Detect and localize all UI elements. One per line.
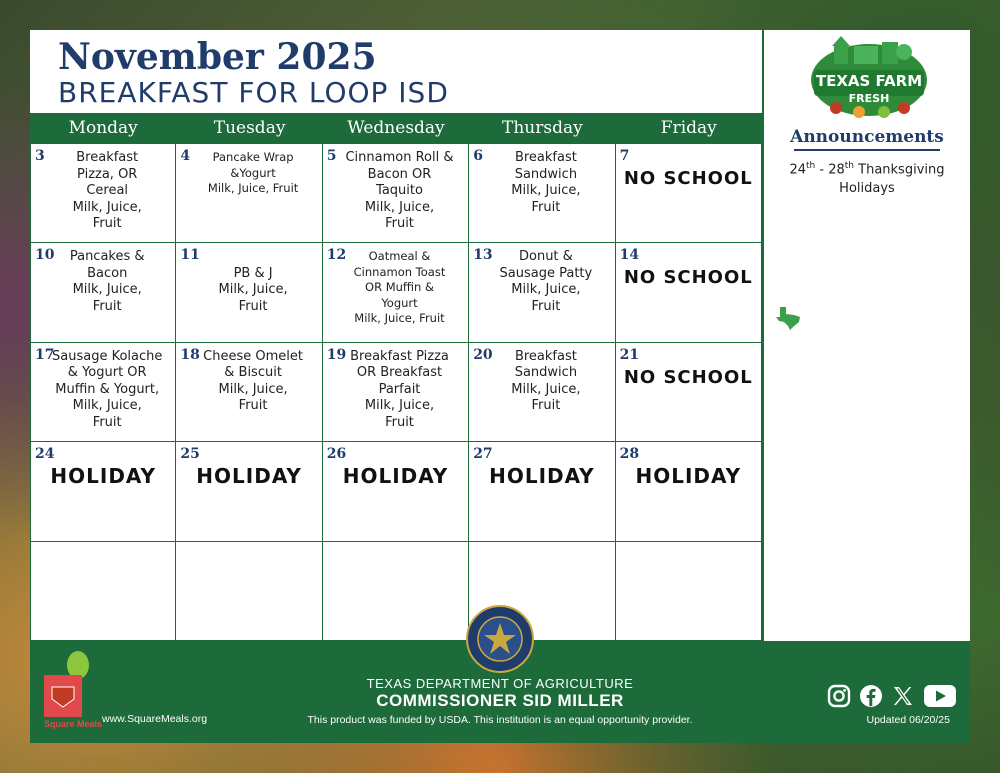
calendar-day-cell [30, 343, 176, 442]
day-number: 26 [326, 446, 347, 463]
calendar-day-cell [176, 442, 322, 541]
holiday-label: HOLIDAY [50, 464, 156, 489]
month-title: November 2025 [58, 36, 377, 78]
announcements-title: Announcements [790, 127, 944, 147]
holiday-label: HOLIDAY [635, 464, 742, 489]
announcement-text: Thanksgiving Holidays [839, 162, 945, 197]
calendar-day-cell [616, 542, 762, 641]
holiday-label: HOLIDAY [489, 464, 595, 489]
day-number: 27 [473, 446, 493, 463]
holiday-label: HOLIDAY [196, 464, 302, 489]
announcements-panel [762, 30, 970, 641]
announcement-date-from: 24 [789, 162, 807, 178]
agency-name: TEXAS DEPARTMENT OF AGRICULTURE [366, 676, 634, 691]
no-school-label: NO SCHOOL [623, 366, 753, 388]
calendar-day-cell [176, 542, 322, 641]
day-number: 4 [180, 148, 191, 164]
youtube-icon[interactable] [923, 684, 957, 712]
day-number: 10 [35, 247, 55, 264]
no-school-label: NO SCHOOL [623, 168, 753, 189]
menu-calendar-sheet [30, 30, 970, 743]
calendar [30, 30, 762, 641]
square-meals-wordmark: Square Meals [44, 719, 103, 729]
calendar-day-cell [469, 343, 615, 442]
logo-text-texas-farm: TEXAS FARM [815, 72, 923, 90]
calendar-day-cell [176, 144, 322, 243]
menu-item: Oatmeal & Cinnamon Toast OR Muffin & Yogurt Milk, Juice, Fruit [353, 249, 446, 326]
texas-state-icon [774, 305, 802, 331]
menu-item: Cinnamon Roll & Bacon OR Taquito Milk, Juice, Fruit [345, 150, 454, 231]
day-number: 19 [326, 346, 347, 363]
weekday-wednesday: Wednesday [347, 118, 445, 138]
calendar-day-cell [323, 343, 469, 442]
day-number: 3 [35, 148, 45, 164]
day-number: 18 [180, 346, 200, 363]
menu-item: Breakfast Sandwich Milk, Juice, Fruit [511, 348, 581, 414]
calendar-day-cell [30, 542, 176, 641]
announcement-dash: - [815, 162, 829, 178]
no-school-label: NO SCHOOL [623, 267, 753, 289]
day-number: 21 [619, 346, 640, 363]
menu-item: Donut & Sausage Patty Milk, Juice, Fruit [499, 249, 593, 314]
weekday-thursday: Thursday [502, 118, 583, 138]
menu-item: Pancake Wrap &Yogurt Milk, Juice, Fruit [207, 150, 299, 195]
calendar-day-cell [30, 442, 176, 541]
calendar-day-cell [30, 243, 176, 342]
announcement-thanksgiving [772, 157, 962, 198]
footer [30, 641, 970, 743]
calendar-day-cell [323, 442, 469, 541]
day-number: 11 [180, 247, 200, 264]
day-number: 7 [619, 148, 630, 164]
day-number: 28 [619, 446, 640, 463]
menu-item: Sausage Kolache & Yogurt OR Muffin & Yogurt, Milk, Juice, Fruit [52, 348, 163, 430]
calendar-day-cell [30, 144, 176, 243]
menu-item: Breakfast Pizza OR Breakfast Parfait Milk, Juice, Fruit [350, 348, 449, 430]
calendar-grid [30, 143, 762, 641]
menu-item: Cheese Omelet & Biscuit Milk, Juice, Fruit [203, 348, 303, 414]
calendar-day-cell [323, 542, 469, 641]
x-icon[interactable] [891, 684, 915, 712]
day-number: 6 [473, 148, 483, 164]
calendar-subtitle: BREAKFAST FOR LOOP ISD [58, 76, 449, 109]
texas-farm-fresh-logo [804, 36, 934, 120]
day-number: 12 [326, 247, 347, 264]
calendar-day-cell [616, 243, 762, 342]
square-meals-link[interactable]: www.SquareMeals.org [102, 713, 208, 725]
day-number: 24 [35, 446, 55, 463]
calendar-day-cell [616, 442, 762, 541]
weekday-tuesday: Tuesday [213, 118, 286, 138]
announcements-divider [794, 149, 940, 151]
tda-seal [466, 605, 534, 673]
day-number: 13 [473, 247, 493, 264]
day-number: 5 [326, 148, 337, 164]
usda-disclaimer: This product was funded by USDA. This institution is an equal opportunity provider. [307, 714, 693, 726]
calendar-day-cell [469, 144, 615, 243]
day-number: 25 [180, 446, 200, 463]
calendar-day-cell [616, 343, 762, 442]
ordinal-suffix: th [844, 161, 855, 171]
day-number: 17 [35, 346, 55, 363]
commissioner-name: COMMISSIONER SID MILLER [376, 691, 624, 710]
menu-item: Breakfast Pizza, OR Cereal Milk, Juice, Fruit [72, 150, 142, 231]
day-number: 14 [619, 247, 640, 264]
menu-item: PB & J Milk, Juice, Fruit [218, 265, 288, 314]
announcement-date-to: 28 [828, 162, 845, 178]
weekday-header [30, 113, 762, 143]
weekday-monday: Monday [68, 118, 138, 138]
weekday-friday: Friday [660, 118, 717, 138]
facebook-icon[interactable] [859, 684, 883, 712]
updated-date: Updated 06/20/25 [866, 714, 950, 726]
calendar-day-cell [323, 243, 469, 342]
social-links [827, 684, 957, 712]
holiday-label: HOLIDAY [342, 464, 449, 489]
calendar-day-cell [469, 243, 615, 342]
calendar-day-cell [176, 243, 322, 342]
calendar-day-cell [323, 144, 469, 243]
menu-item: Pancakes & Bacon Milk, Juice, Fruit [69, 249, 145, 314]
day-number: 20 [473, 346, 493, 363]
menu-item: Breakfast Sandwich Milk, Juice, Fruit [511, 150, 581, 215]
logo-text-fresh: FRESH [848, 92, 890, 105]
ordinal-suffix: th [806, 161, 816, 171]
calendar-day-cell [616, 144, 762, 243]
calendar-day-cell [469, 442, 615, 541]
instagram-icon[interactable] [827, 684, 851, 712]
calendar-day-cell [176, 343, 322, 442]
